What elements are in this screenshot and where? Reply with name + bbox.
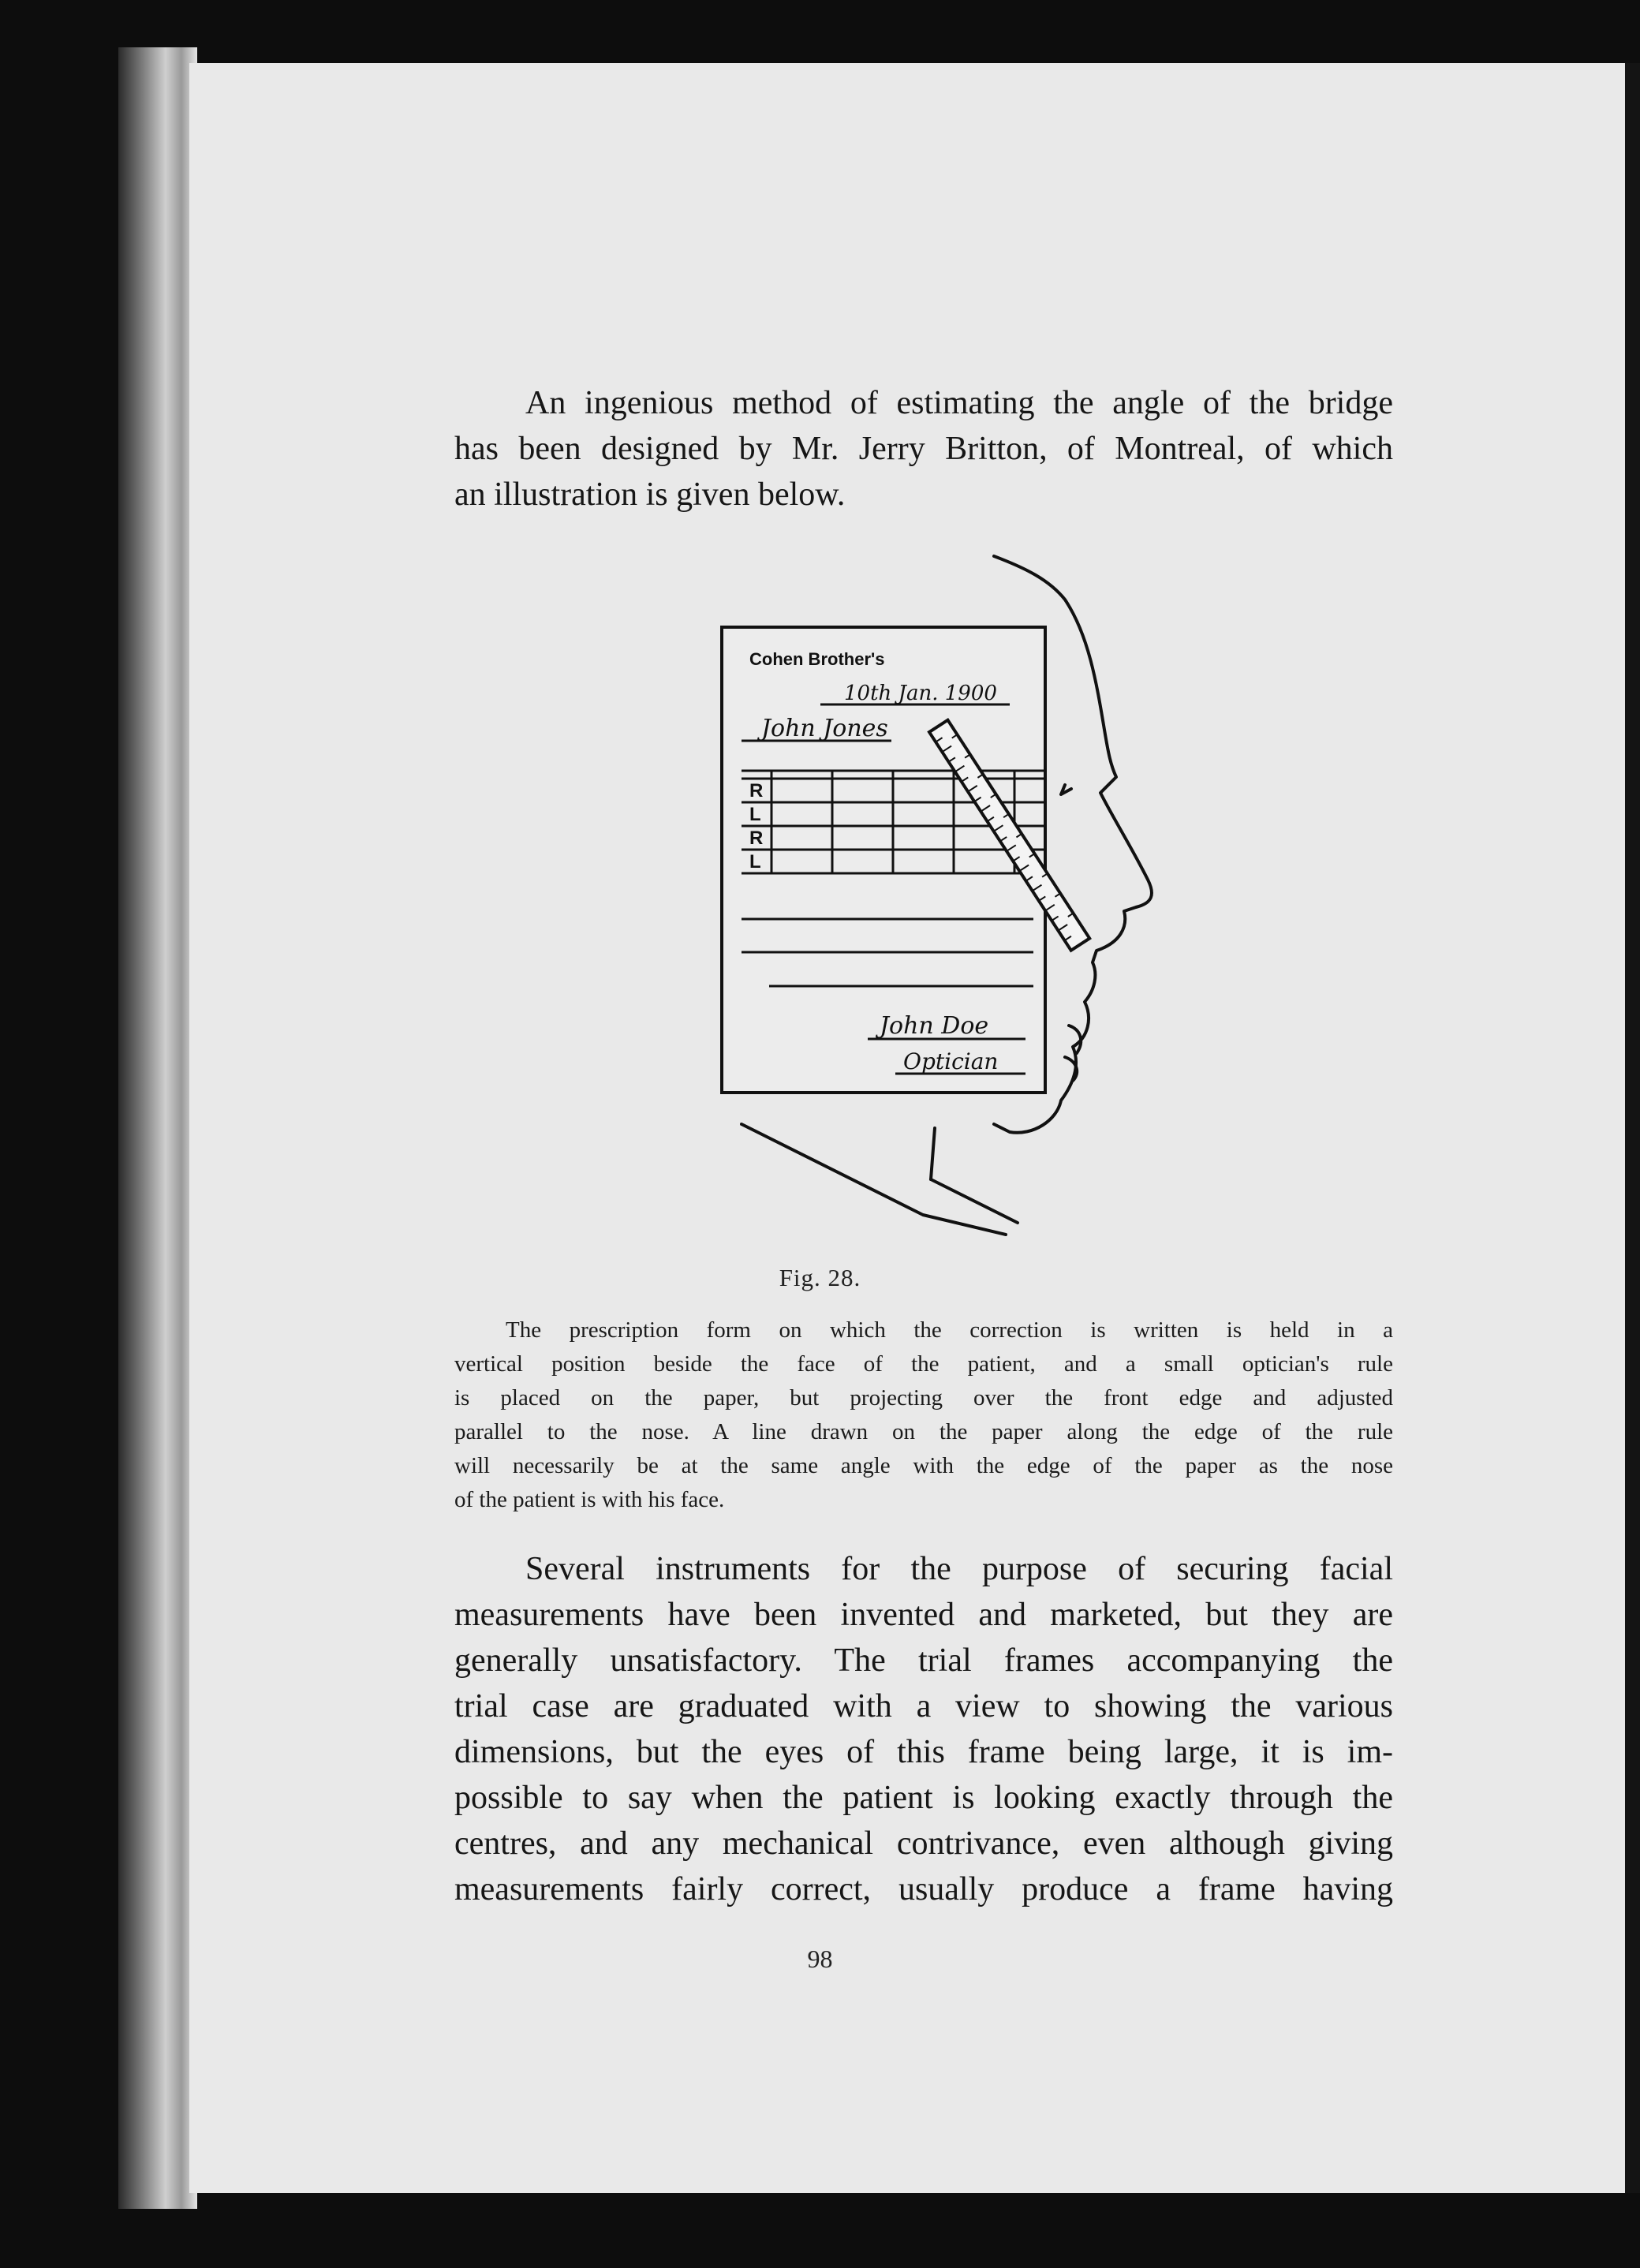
neck-line xyxy=(931,1179,1018,1223)
text-line: An ingenious method of estimating the angle of the bridge xyxy=(525,385,1393,421)
neck-line xyxy=(931,1128,935,1179)
prescription-form xyxy=(722,627,1045,1093)
neck-line xyxy=(742,1124,1006,1235)
caption-line: of the patient is with his face. xyxy=(454,1487,725,1512)
figure-label: Fig. 28. xyxy=(779,1264,861,1291)
text-line: centres, and any mechanical contrivance, even although giving xyxy=(454,1825,1393,1862)
text-line: trial case are graduated with a view to showing the various xyxy=(454,1688,1393,1724)
scan-edge xyxy=(1625,63,1640,2193)
text-line: Several instruments for the purpose of securing facial xyxy=(525,1551,1393,1587)
row-label: L xyxy=(749,851,761,872)
intro-paragraph xyxy=(454,380,1393,517)
figure-caption xyxy=(454,1313,1393,1517)
main-paragraph xyxy=(454,1546,1393,1912)
row-label: L xyxy=(749,804,761,825)
text-line: generally unsatisfactory. The trial frames accompanying the xyxy=(454,1642,1393,1679)
book-spine xyxy=(118,47,197,2209)
form-signature-title: Optician xyxy=(903,1048,999,1074)
caption-line: The prescription form on which the correction is written is held in a xyxy=(506,1317,1393,1343)
form-header: Cohen Brother's xyxy=(749,649,885,669)
text-line: has been designed by Mr. Jerry Britton, of Montreal, of which xyxy=(454,431,1393,467)
text-line: measurements fairly correct, usually produce a frame having xyxy=(454,1871,1393,1907)
caption-line: is placed on the paper, but projecting over the front edge and adjusted xyxy=(454,1385,1393,1410)
figure-28-illustration xyxy=(694,548,1167,1258)
form-date: 10th Jan. 1900 xyxy=(844,682,997,705)
caption-line: vertical position beside the face of the patient, and a small optician's rule xyxy=(454,1351,1393,1377)
row-label: R xyxy=(749,780,764,801)
caption-line: parallel to the nose. A line drawn on the paper along the edge of the rule xyxy=(454,1419,1393,1444)
row-label: R xyxy=(749,828,764,849)
text-line: measurements have been invented and marketed, but they are xyxy=(454,1597,1393,1633)
page-number: 98 xyxy=(807,1945,833,1973)
eye-mark xyxy=(1061,785,1071,794)
form-signature: John Doe xyxy=(880,1012,989,1040)
text-line: an illustration is given below. xyxy=(454,476,846,513)
caption-line: will necessarily be at the same angle with the edge of the paper as the nose xyxy=(454,1453,1393,1478)
text-line: possible to say when the patient is looking exactly through the xyxy=(454,1780,1393,1816)
form-patient-name: John Jones xyxy=(761,715,888,742)
text-line: dimensions, but the eyes of this frame being large, it is im- xyxy=(454,1734,1393,1770)
